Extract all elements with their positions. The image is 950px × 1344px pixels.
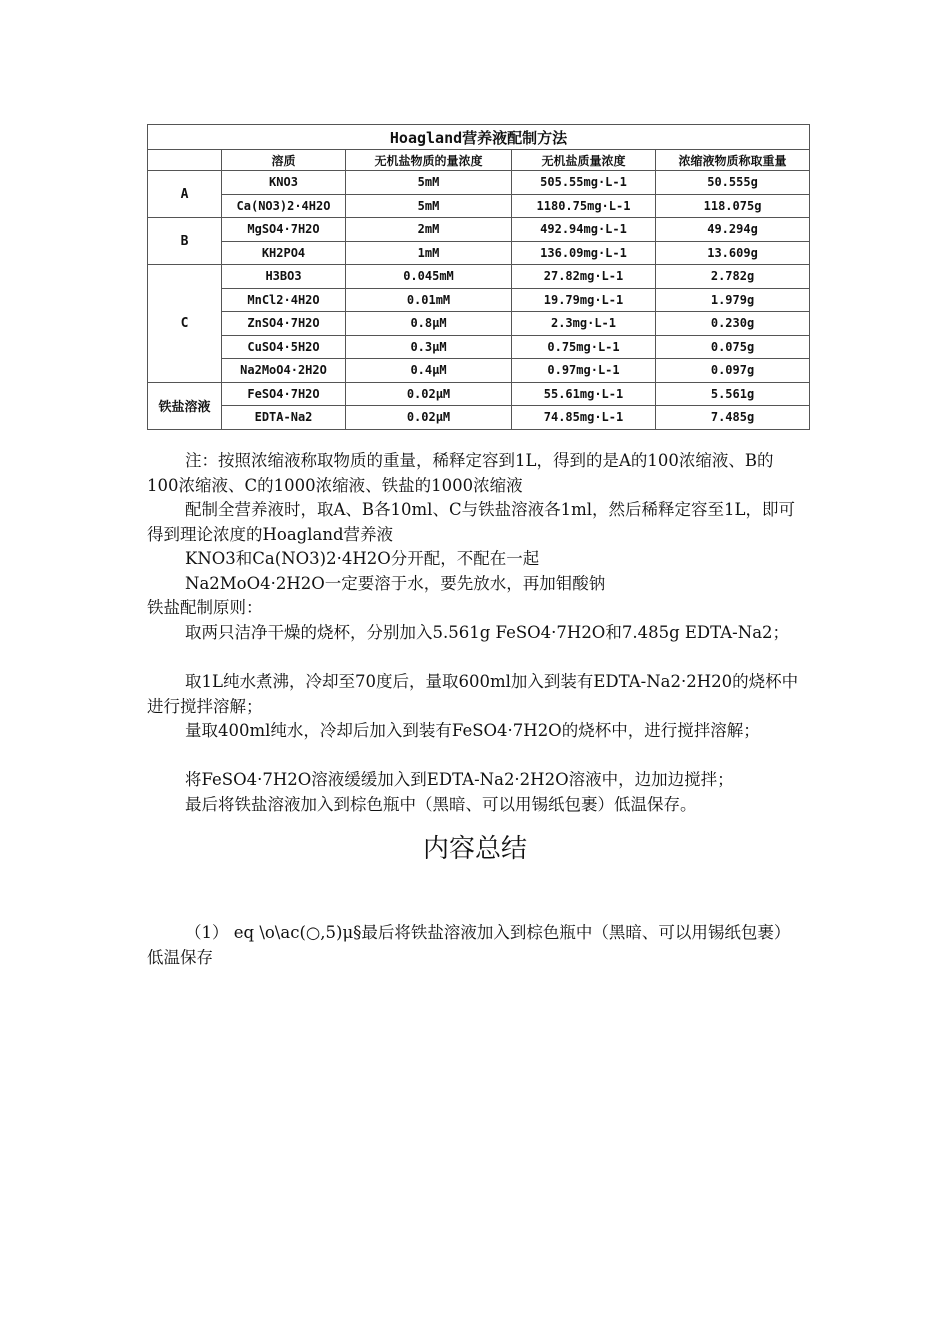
group-label: A	[148, 171, 222, 218]
iron-principle-heading: 铁盐配制原则：	[147, 598, 263, 617]
table-row	[148, 288, 810, 312]
iron-step-1: 取两只洁净干燥的烧杯，分别加入5.561g FeSO4·7H2O和7.485g EDTA-Na2；	[185, 623, 790, 642]
solute-cell: EDTA-Na2	[222, 406, 346, 430]
mass-cell: 136.09mg·L-1	[512, 241, 656, 265]
mass-cell: 492.94mg·L-1	[512, 218, 656, 242]
table-row	[148, 241, 810, 265]
weight-cell: 0.230g	[656, 312, 810, 336]
table-row	[148, 171, 810, 195]
mass-cell: 0.75mg·L-1	[512, 335, 656, 359]
solute-cell: KH2PO4	[222, 241, 346, 265]
molar-cell: 1mM	[346, 241, 512, 265]
table-row	[148, 312, 810, 336]
separate-paragraph: KNO3和Ca(NO3)2·4H2O分开配，不配在一起	[185, 549, 540, 568]
mass-cell: 1180.75mg·L-1	[512, 194, 656, 218]
weight-cell: 49.294g	[656, 218, 810, 242]
table-row	[148, 335, 810, 359]
weight-cell: 2.782g	[656, 265, 810, 289]
molar-cell: 5mM	[346, 171, 512, 195]
mass-cell: 19.79mg·L-1	[512, 288, 656, 312]
molybdate-paragraph: Na2MoO4·2H2O一定要溶于水，要先放水，再加钼酸钠	[185, 574, 606, 593]
molar-cell: 0.01mM	[346, 288, 512, 312]
header-solute: 溶质	[222, 150, 346, 171]
molar-cell: 0.3μM	[346, 335, 512, 359]
solute-cell: FeSO4·7H2O	[222, 382, 346, 406]
molar-cell: 0.045mM	[346, 265, 512, 289]
header-weight: 浓缩液物质称取重量	[656, 150, 810, 171]
mass-cell: 74.85mg·L-1	[512, 406, 656, 430]
weight-cell: 1.979g	[656, 288, 810, 312]
solute-cell: ZnSO4·7H2O	[222, 312, 346, 336]
molar-cell: 0.8μM	[346, 312, 512, 336]
note-paragraph: 注：按照浓缩液称取物质的重量，稀释定容到1L，得到的是A的100浓缩液、B的100浓缩液、C的1000浓缩液、铁盐的1000浓缩液	[147, 451, 774, 495]
mix-paragraph: 配制全营养液时，取A、B各10ml、C与铁盐溶液各1ml，然后稀释定容至1L，即可得到理论浓度的Hoagland营养液	[147, 500, 795, 544]
weight-cell: 7.485g	[656, 406, 810, 430]
group-label: 铁盐溶液	[148, 382, 222, 429]
iron-step-2: 取1L纯水煮沸，冷却至70度后，量取600ml加入到装有EDTA-Na2·2H20的烧杯中进行搅拌溶解；	[147, 672, 799, 716]
solute-cell: CuSO4·5H2O	[222, 335, 346, 359]
summary-paragraph: （1） eq \o\ac(○,5)μ§最后将铁盐溶液加入到棕色瓶中（黑暗、可以用锡纸包裹）低温保存	[147, 923, 791, 967]
table-row	[148, 359, 810, 383]
recipe-table	[147, 124, 810, 430]
group-label: B	[148, 218, 222, 265]
molar-cell: 2mM	[346, 218, 512, 242]
solute-cell: KNO3	[222, 171, 346, 195]
weight-cell: 0.097g	[656, 359, 810, 383]
mass-cell: 0.97mg·L-1	[512, 359, 656, 383]
header-molar: 无机盐物质的量浓度	[346, 150, 512, 171]
summary-heading: 内容总结	[422, 834, 527, 864]
iron-step-4: 将FeSO4·7H2O溶液缓缓加入到EDTA-Na2·2H2O溶液中，边加边搅拌；	[185, 770, 734, 789]
weight-cell: 5.561g	[656, 382, 810, 406]
mass-cell: 505.55mg·L-1	[512, 171, 656, 195]
mass-cell: 27.82mg·L-1	[512, 265, 656, 289]
table-row	[148, 194, 810, 218]
table-title: Hoagland营养液配制方法	[148, 125, 810, 150]
header-mass: 无机盐质量浓度	[512, 150, 656, 171]
iron-step-3: 量取400ml纯水，冷却后加入到装有FeSO4·7H2O的烧杯中，进行搅拌溶解；	[185, 721, 760, 740]
mass-cell: 2.3mg·L-1	[512, 312, 656, 336]
hoagland-table	[147, 124, 809, 430]
solute-cell: H3BO3	[222, 265, 346, 289]
weight-cell: 50.555g	[656, 171, 810, 195]
iron-step-5: 最后将铁盐溶液加入到棕色瓶中（黑暗、可以用锡纸包裹）低温保存。	[185, 795, 697, 814]
header-group	[148, 150, 222, 171]
table-row	[148, 265, 810, 289]
weight-cell: 0.075g	[656, 335, 810, 359]
molar-cell: 0.02μM	[346, 406, 512, 430]
table-row	[148, 218, 810, 242]
mass-cell: 55.61mg·L-1	[512, 382, 656, 406]
solute-cell: MgSO4·7H2O	[222, 218, 346, 242]
molar-cell: 0.4μM	[346, 359, 512, 383]
molar-cell: 0.02μM	[346, 382, 512, 406]
table-row	[148, 382, 810, 406]
molar-cell: 5mM	[346, 194, 512, 218]
solute-cell: Ca(NO3)2·4H2O	[222, 194, 346, 218]
weight-cell: 118.075g	[656, 194, 810, 218]
weight-cell: 13.609g	[656, 241, 810, 265]
solute-cell: MnCl2·4H2O	[222, 288, 346, 312]
solute-cell: Na2MoO4·2H2O	[222, 359, 346, 383]
group-label: C	[148, 265, 222, 383]
table-row	[148, 406, 810, 430]
